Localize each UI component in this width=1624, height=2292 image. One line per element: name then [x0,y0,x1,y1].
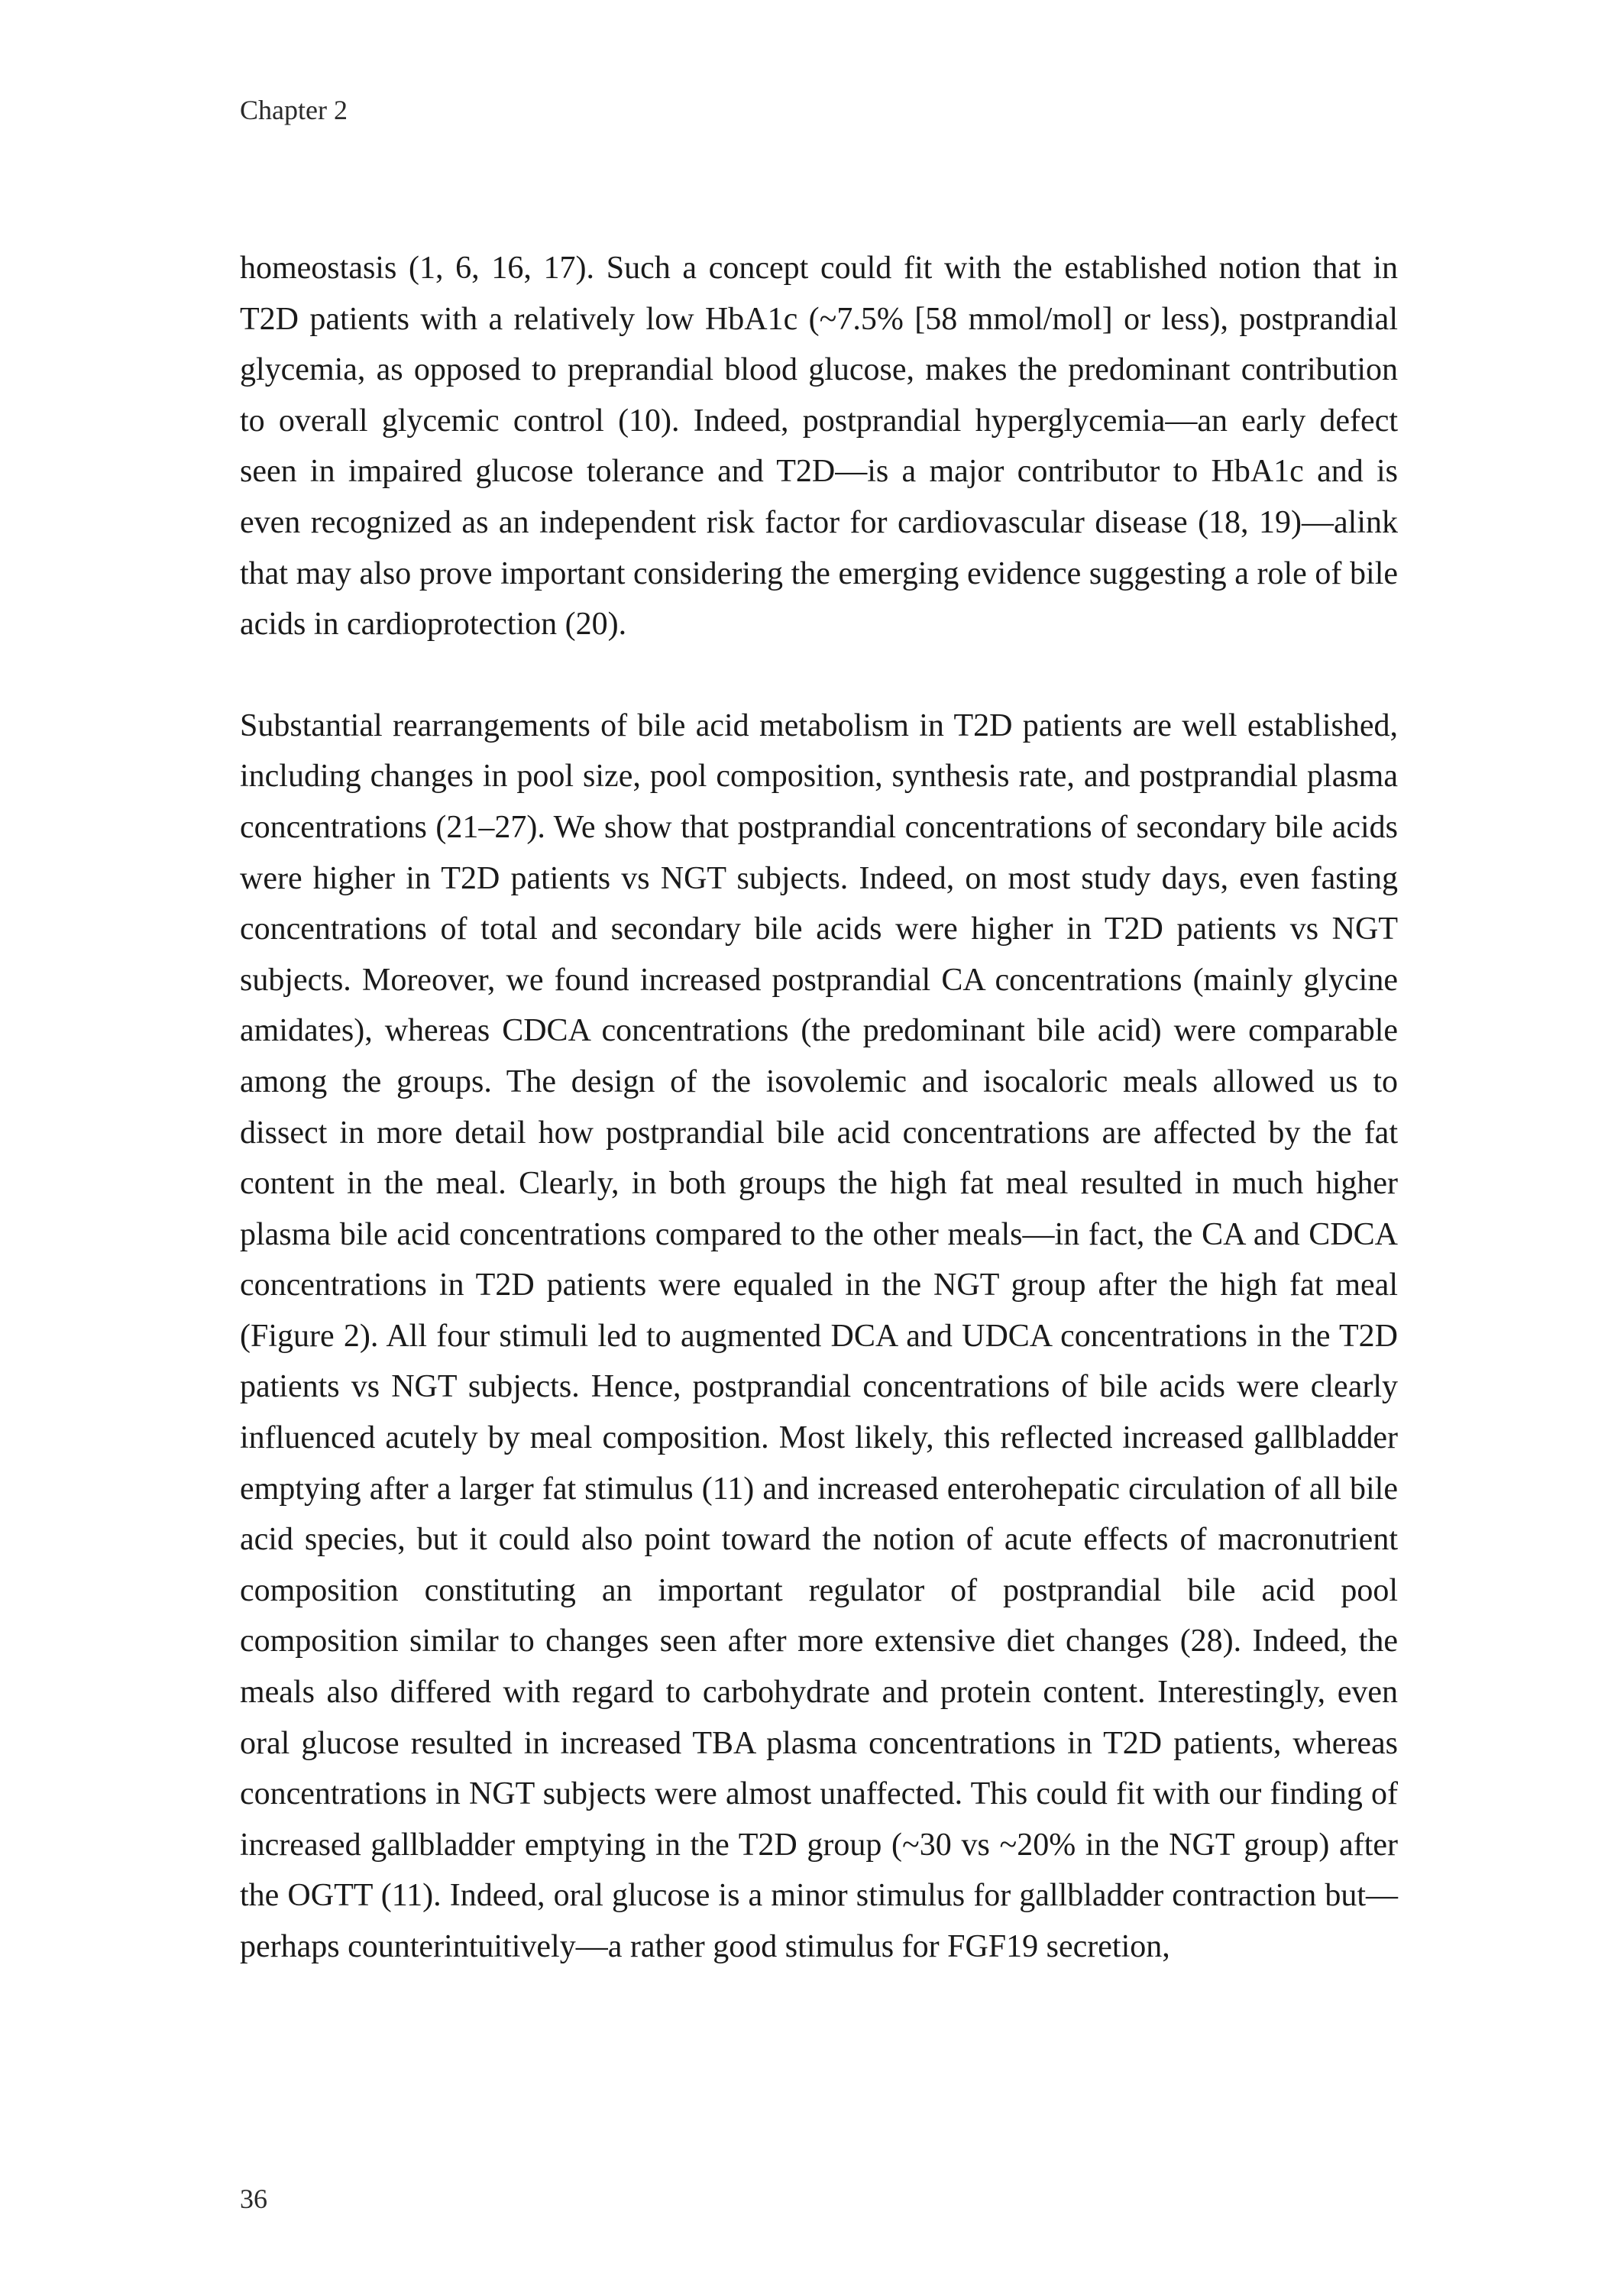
page-number: 36 [240,2184,267,2214]
paragraph-1: homeostasis (1, 6, 16, 17). Such a concept could fit with the established notion that in T2D patients with a relatively low HbA1c (~7.5% [58 mmol/mol] or less), postprandial glycemia, as opposed to preprandial blood glucose, makes the predominant contribution to overall glycemic control (10). Indeed, postprandial hyperglycemia—an early defect seen in impaired glucose tolerance and T2D—is a major contributor to HbA1c and is even recognized as an independent risk factor for cardiovascular disease (18, 19)—alink that may also prove important considering the emerging evidence suggesting a role of bile acids in cardioprotection (20). [240,251,1398,643]
paragraph-2: Substantial rearrangements of bile acid metabolism in T2D patients are well established, including changes in pool size, pool composition, synthesis rate, and postprandial plasma concentrations (21–27). We show that postprandial concentrations of secondary bile acids were higher in T2D patients vs NGT subjects. Indeed, on most study days, even fasting concentrations of total and secondary bile acids were higher in T2D patients vs NGT subjects. Moreover, we found increased postprandial CA concentrations (mainly glycine amidates), whereas CDCA concentrations (the predominant bile acid) were comparable among the groups. The design of the isovolemic and isocaloric meals allowed us to dissect in more detail how postprandial bile acid concentrations are affected by the fat content in the meal. Clearly, in both groups the high fat meal resulted in much higher plasma bile acid concentrations compared to the other meals—in fact, the CA and CDCA concentrations in T2D patients were equaled in the NGT group after the high fat meal (Figure 2). All four stimuli led to augmented DCA and UDCA concentrations in the T2D patients vs NGT subjects. Hence, postprandial concentrations of bile acids were clearly influenced acutely by meal composition. Most likely, this reflected increased gallbladder emptying after a larger fat stimulus (11) and increased enterohepatic circulation of all bile acid species, but it could also point toward the notion of acute effects of macronutrient composition constituting an important regulator of postprandial bile acid pool composition similar to changes seen after more extensive diet changes (28). Indeed, the meals also differed with regard to carbohydrate and protein content. Interestingly, even oral glucose resulted in increased TBA plasma concentrations in T2D patients, whereas concentrations in NGT subjects were almost unaffected. This could fit with our finding of increased gallbladder emptying in the T2D group (~30 vs ~20% in the NGT group) after the OGTT (11). Indeed, oral glucose is a minor stimulus for gallbladder contraction but—perhaps counterintuitively—a rather good stimulus for FGF19 secretion, [240,707,1398,1964]
running-header: Chapter 2 [240,95,348,125]
body-text [240,243,1398,1973]
